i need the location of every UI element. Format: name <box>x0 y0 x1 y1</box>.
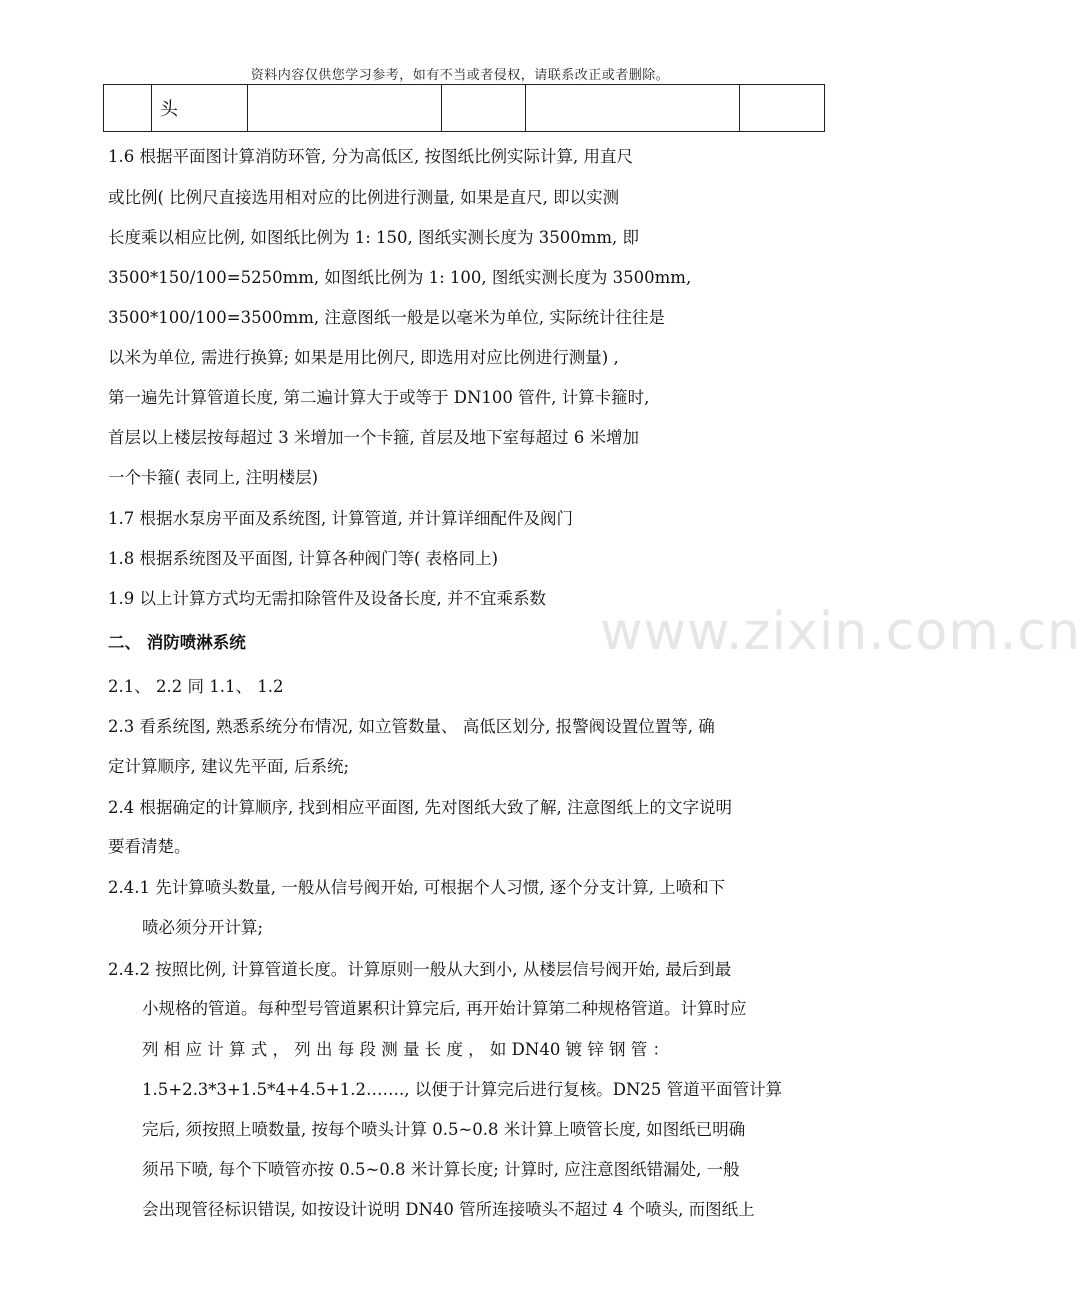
table-cell <box>442 85 526 132</box>
table-cell <box>248 85 442 132</box>
paragraph-line: 以米为单位, 需进行换算; 如果是用比例尺, 即选用对应比例进行测量) , <box>108 348 619 367</box>
watermark: www.zixin.com.cn <box>600 602 1081 662</box>
table-cell <box>526 85 740 132</box>
paragraph-line: 或比例( 比例尺直接选用相对应的比例进行测量, 如果是直尺, 即以实测 <box>108 188 620 207</box>
section-heading: 二、 消防喷淋系统 <box>108 633 246 652</box>
paragraph-line: 列 相 应 计 算 式 ， 列 出 每 段 测 量 长 度 ， 如 DN40 镀 锌 钢 管 ： <box>142 1040 670 1059</box>
continuation-table <box>103 84 825 132</box>
paragraph-line: 2.4 根据确定的计算顺序, 找到相应平面图, 先对图纸大致了解, 注意图纸上的文字说明 <box>108 798 732 817</box>
paragraph-line: 1.7 根据水泵房平面及系统图, 计算管道, 并计算详细配件及阀门 <box>108 509 573 528</box>
paragraph-line: 首层以上楼层按每超过 3 米增加一个卡箍, 首层及地下室每超过 6 米增加 <box>108 428 639 447</box>
paragraph-line: 一个卡箍( 表同上, 注明楼层) <box>108 468 319 487</box>
paragraph-line: 1.8 根据系统图及平面图, 计算各种阀门等( 表格同上) <box>108 549 499 568</box>
paragraph-line: 3500*100/100=3500mm, 注意图纸一般是以毫米为单位, 实际统计往往是 <box>108 308 665 327</box>
paragraph-line: 定计算顺序, 建议先平面, 后系统; <box>108 757 350 776</box>
paragraph-line: 会出现管径标识错误, 如按设计说明 DN40 管所连接喷头不超过 4 个喷头, 而图纸上 <box>142 1200 755 1219</box>
paragraph-line: 1.6 根据平面图计算消防环管, 分为高低区, 按图纸比例实际计算, 用直尺 <box>108 147 633 166</box>
paragraph-line: 2.3 看系统图, 熟悉系统分布情况, 如立管数量、 高低区划分, 报警阀设置位置等, 确 <box>108 717 715 736</box>
table-row <box>104 85 825 132</box>
table-cell <box>740 85 825 132</box>
table-cell: 头 <box>152 85 248 132</box>
disclaimer-header: 资料内容仅供您学习参考，如有不当或者侵权，请联系改正或者删除。 <box>250 68 670 83</box>
paragraph-line: 小规格的管道。每种型号管道累积计算完后, 再开始计算第二种规格管道。计算时应 <box>142 999 747 1018</box>
paragraph-line: 要看清楚。 <box>108 837 191 856</box>
paragraph-line: 长度乘以相应比例, 如图纸比例为 1: 150, 图纸实测长度为 3500mm, 即 <box>108 228 640 247</box>
paragraph-line: 2.1、 2.2 同 1.1、 1.2 <box>108 677 284 696</box>
paragraph-line: 2.4.1 先计算喷头数量, 一般从信号阀开始, 可根据个人习惯, 逐个分支计算, 上喷和下 <box>108 878 726 897</box>
paragraph-line: 2.4.2 按照比例, 计算管道长度。计算原则一般从大到小, 从楼层信号阀开始, 最后到最 <box>108 960 732 979</box>
table-cell <box>104 85 152 132</box>
paragraph-line: 3500*150/100=5250mm, 如图纸比例为 1: 100, 图纸实测长度为 3500mm, <box>108 268 692 287</box>
paragraph-line: 完后, 须按照上喷数量, 按每个喷头计算 0.5~0.8 米计算上喷管长度, 如图纸已明确 <box>142 1120 746 1139</box>
paragraph-line: 第一遍先计算管道长度, 第二遍计算大于或等于 DN100 管件, 计算卡箍时, <box>108 388 650 407</box>
paragraph-line: 喷必须分开计算; <box>142 918 264 937</box>
paragraph-line: 1.5+2.3*3+1.5*4+4.5+1.2……., 以便于计算完后进行复核。DN25 管道平面管计算 <box>142 1080 783 1099</box>
paragraph-line: 1.9 以上计算方式均无需扣除管件及设备长度, 并不宜乘系数 <box>108 589 546 608</box>
paragraph-line: 须吊下喷, 每个下喷管亦按 0.5~0.8 米计算长度; 计算时, 应注意图纸错漏处, 一般 <box>142 1160 740 1179</box>
